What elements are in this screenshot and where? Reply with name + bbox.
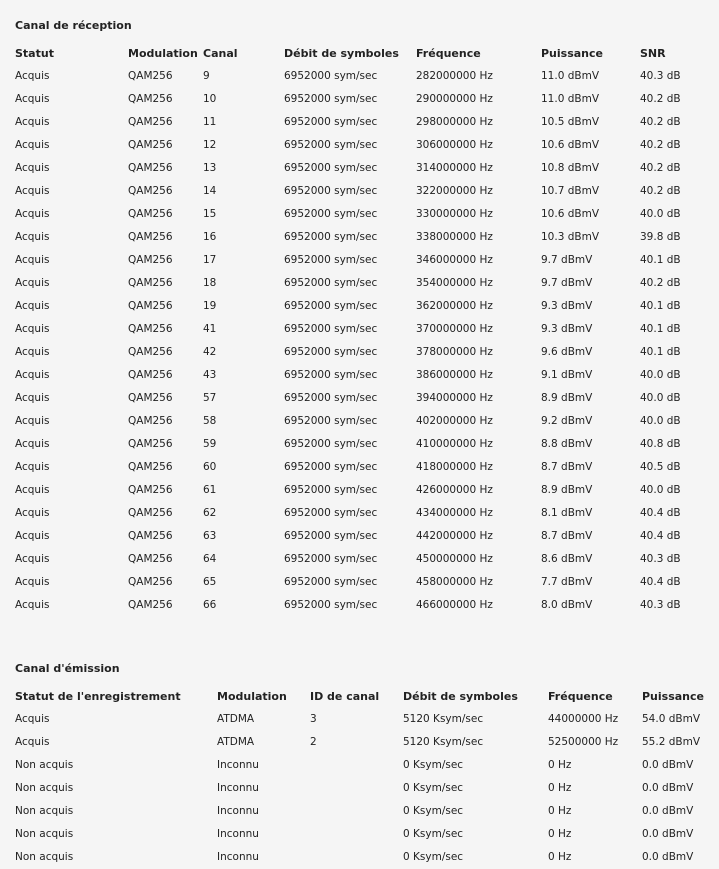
table-cell: 63 [203, 530, 217, 542]
table-cell: 6952000 sym/sec [284, 599, 378, 611]
table-cell: 0 Hz [548, 805, 572, 817]
table-cell: 59 [203, 438, 217, 450]
table-cell: QAM256 [128, 438, 173, 450]
table-cell: 52500000 Hz [548, 736, 619, 748]
table-cell: 8.8 dBmV [541, 438, 593, 450]
table-cell: 378000000 Hz [416, 346, 493, 358]
table-cell [310, 846, 403, 869]
table-cell: QAM256 [128, 323, 173, 335]
table-cell: 346000000 Hz [416, 254, 493, 266]
table-cell: QAM256 [128, 484, 173, 496]
table-cell: 8.7 dBmV [541, 530, 593, 542]
table-cell: Acquis [15, 254, 50, 266]
table-cell: 19 [203, 300, 217, 312]
table-cell: QAM256 [128, 139, 173, 151]
table-cell: 2 [310, 736, 317, 748]
table-cell: 8.9 dBmV [541, 484, 593, 496]
table-cell: 40.3 dB [640, 553, 681, 565]
table-cell: 450000000 Hz [416, 553, 493, 565]
table-cell: 6952000 sym/sec [284, 530, 378, 542]
table-cell: 40.1 dB [640, 346, 681, 358]
table-cell: QAM256 [128, 369, 173, 381]
table-cell: Acquis [15, 484, 50, 496]
table-cell: 0 Ksym/sec [403, 828, 464, 840]
table-cell: 9.7 dBmV [541, 254, 593, 266]
table-cell: QAM256 [128, 277, 173, 289]
table-cell: 6952000 sym/sec [284, 369, 378, 381]
table-cell: Acquis [15, 300, 50, 312]
table-cell: 11 [203, 116, 217, 128]
table-row [0, 571, 719, 594]
col-header: ID de canal [310, 690, 380, 703]
table-cell: 0.0 dBmV [642, 782, 694, 794]
table-row [0, 433, 719, 456]
table-cell: 394000000 Hz [416, 392, 493, 404]
table-cell: QAM256 [128, 507, 173, 519]
col-header: Débit de symboles [284, 47, 399, 60]
table-cell: Acquis [15, 553, 50, 565]
table-cell: 54.0 dBmV [642, 713, 700, 725]
table-cell: QAM256 [128, 208, 173, 220]
table-row [0, 249, 719, 272]
table-cell: 0 Hz [548, 782, 572, 794]
table-cell: 9.1 dBmV [541, 369, 593, 381]
table-cell: Non acquis [15, 851, 74, 863]
downstream-table [0, 42, 719, 617]
col-header: Statut de l'enregistrement [15, 690, 181, 703]
table-cell: 8.9 dBmV [541, 392, 593, 404]
table-cell: 0.0 dBmV [642, 828, 694, 840]
table-cell: 0 Ksym/sec [403, 851, 464, 863]
col-header: Canal [203, 47, 238, 60]
table-cell: 40.3 dB [640, 70, 681, 82]
table-cell: 18 [203, 277, 217, 289]
col-header: Puissance [642, 690, 704, 703]
table-cell: Acquis [15, 185, 50, 197]
table-cell: Acquis [15, 162, 50, 174]
table-row [0, 846, 719, 869]
upstream-title: Canal d'émission [15, 662, 120, 675]
table-cell: Acquis [15, 576, 50, 588]
table-cell: Acquis [15, 323, 50, 335]
table-cell: 354000000 Hz [416, 277, 493, 289]
table-cell: 40.2 dB [640, 162, 681, 174]
table-cell: QAM256 [128, 254, 173, 266]
table-cell: 66 [203, 599, 217, 611]
table-cell: 39.8 dB [640, 231, 681, 243]
table-cell: 40.2 dB [640, 116, 681, 128]
table-cell: 6952000 sym/sec [284, 323, 378, 335]
col-header: Modulation [128, 47, 198, 60]
table-cell: 40.4 dB [640, 507, 681, 519]
table-cell: 3 [310, 713, 317, 725]
table-cell: 8.0 dBmV [541, 599, 593, 611]
table-cell: 5120 Ksym/sec [403, 713, 484, 725]
table-cell: 7.7 dBmV [541, 576, 593, 588]
table-cell: 370000000 Hz [416, 323, 493, 335]
table-cell: 61 [203, 484, 217, 496]
table-cell: 6952000 sym/sec [284, 461, 378, 473]
table-cell: 6952000 sym/sec [284, 208, 378, 220]
table-cell: Acquis [15, 392, 50, 404]
table-cell: Inconnu [217, 828, 259, 840]
table-cell: Inconnu [217, 851, 259, 863]
table-cell: 40.0 dB [640, 369, 681, 381]
table-cell: 6952000 sym/sec [284, 277, 378, 289]
table-cell: 362000000 Hz [416, 300, 493, 312]
table-cell: 6952000 sym/sec [284, 392, 378, 404]
table-row [0, 134, 719, 157]
table-row [0, 226, 719, 249]
table-cell: Inconnu [217, 759, 259, 771]
table-cell: 11.0 dBmV [541, 70, 599, 82]
table-cell: 442000000 Hz [416, 530, 493, 542]
table-cell: 418000000 Hz [416, 461, 493, 473]
col-header: Modulation [217, 690, 287, 703]
table-cell: 15 [203, 208, 217, 220]
table-cell: 6952000 sym/sec [284, 576, 378, 588]
table-cell: Acquis [15, 438, 50, 450]
table-row [0, 341, 719, 364]
table-cell: 8.6 dBmV [541, 553, 593, 565]
col-header: Statut [15, 47, 54, 60]
table-cell: QAM256 [128, 162, 173, 174]
table-row [0, 823, 719, 846]
table-cell: Acquis [15, 231, 50, 243]
table-cell: 0 Ksym/sec [403, 805, 464, 817]
table-cell: 6952000 sym/sec [284, 507, 378, 519]
table-cell: 458000000 Hz [416, 576, 493, 588]
table-cell: 8.1 dBmV [541, 507, 593, 519]
table-cell: Inconnu [217, 782, 259, 794]
table-cell: 9.7 dBmV [541, 277, 593, 289]
table-cell: 40.2 dB [640, 277, 681, 289]
table-cell: 44000000 Hz [548, 713, 619, 725]
table-cell [310, 823, 403, 846]
table-row [0, 502, 719, 525]
table-cell: Acquis [15, 507, 50, 519]
table-cell: 282000000 Hz [416, 70, 493, 82]
table-cell: 6952000 sym/sec [284, 70, 378, 82]
table-row [0, 479, 719, 502]
table-cell: Acquis [15, 70, 50, 82]
table-cell: 40.0 dB [640, 392, 681, 404]
table-cell: 40.5 dB [640, 461, 681, 473]
table-row [0, 157, 719, 180]
table-cell: 0 Hz [548, 828, 572, 840]
table-cell: 9.3 dBmV [541, 300, 593, 312]
table-cell: QAM256 [128, 300, 173, 312]
table-cell: Acquis [15, 139, 50, 151]
table-row [0, 387, 719, 410]
table-cell: Acquis [15, 116, 50, 128]
table-cell: 6952000 sym/sec [284, 415, 378, 427]
table-cell [310, 800, 403, 823]
table-cell: Inconnu [217, 805, 259, 817]
table-cell: 6952000 sym/sec [284, 162, 378, 174]
table-cell: 14 [203, 185, 217, 197]
table-cell: Acquis [15, 713, 50, 725]
table-cell: 40.1 dB [640, 300, 681, 312]
table-cell: 386000000 Hz [416, 369, 493, 381]
table-cell: QAM256 [128, 530, 173, 542]
table-cell: 0.0 dBmV [642, 759, 694, 771]
table-row [0, 777, 719, 800]
table-cell: 40.8 dB [640, 438, 681, 450]
table-cell: Non acquis [15, 759, 74, 771]
table-cell: 40.3 dB [640, 599, 681, 611]
table-cell: 0 Hz [548, 759, 572, 771]
table-cell: 6952000 sym/sec [284, 231, 378, 243]
table-row [0, 731, 719, 754]
table-cell: QAM256 [128, 346, 173, 358]
table-cell: QAM256 [128, 415, 173, 427]
table-cell: 40.2 dB [640, 139, 681, 151]
table-cell: QAM256 [128, 93, 173, 105]
table-cell: Acquis [15, 530, 50, 542]
table-cell: 6952000 sym/sec [284, 116, 378, 128]
table-cell: 40.2 dB [640, 185, 681, 197]
table-cell: 330000000 Hz [416, 208, 493, 220]
table-cell: 434000000 Hz [416, 507, 493, 519]
table-cell: 10 [203, 93, 217, 105]
table-cell: Non acquis [15, 805, 74, 817]
table-cell: 55.2 dBmV [642, 736, 700, 748]
table-cell: 57 [203, 392, 217, 404]
table-cell: QAM256 [128, 553, 173, 565]
table-row [0, 800, 719, 823]
table-cell: 40.0 dB [640, 415, 681, 427]
table-cell: 40.4 dB [640, 530, 681, 542]
table-cell: 6952000 sym/sec [284, 254, 378, 266]
table-row [0, 203, 719, 226]
table-cell: QAM256 [128, 116, 173, 128]
table-cell: 6952000 sym/sec [284, 139, 378, 151]
table-cell: QAM256 [128, 392, 173, 404]
table-cell: ATDMA [217, 713, 255, 725]
table-cell: Non acquis [15, 828, 74, 840]
table-cell: 13 [203, 162, 217, 174]
col-header: SNR [640, 47, 666, 60]
upstream-header-row [0, 685, 719, 708]
table-cell: 9.3 dBmV [541, 323, 593, 335]
table-cell: 290000000 Hz [416, 93, 493, 105]
table-cell: 10.8 dBmV [541, 162, 599, 174]
table-row [0, 88, 719, 111]
col-header: Débit de symboles [403, 690, 518, 703]
table-cell: ATDMA [217, 736, 255, 748]
downstream-rows [0, 65, 719, 617]
table-row [0, 272, 719, 295]
table-cell: 40.1 dB [640, 323, 681, 335]
table-cell: 402000000 Hz [416, 415, 493, 427]
table-cell: 5120 Ksym/sec [403, 736, 484, 748]
table-cell: 40.0 dB [640, 208, 681, 220]
table-cell [310, 754, 403, 777]
table-cell: 11.0 dBmV [541, 93, 599, 105]
table-cell: 0 Ksym/sec [403, 759, 464, 771]
table-row [0, 525, 719, 548]
table-cell: 64 [203, 553, 217, 565]
table-cell: Acquis [15, 415, 50, 427]
table-cell: Acquis [15, 599, 50, 611]
table-cell: 12 [203, 139, 217, 151]
table-cell: 6952000 sym/sec [284, 484, 378, 496]
table-cell: 6952000 sym/sec [284, 438, 378, 450]
table-cell: 6952000 sym/sec [284, 185, 378, 197]
table-row [0, 410, 719, 433]
table-cell: 10.6 dBmV [541, 139, 599, 151]
table-row [0, 548, 719, 571]
table-cell: 9 [203, 70, 210, 82]
table-cell: 40.2 dB [640, 93, 681, 105]
col-header: Fréquence [416, 47, 481, 60]
table-cell: 40.4 dB [640, 576, 681, 588]
table-cell: 8.7 dBmV [541, 461, 593, 473]
table-cell: 0 Ksym/sec [403, 782, 464, 794]
table-cell: 298000000 Hz [416, 116, 493, 128]
table-row [0, 594, 719, 617]
table-cell: 41 [203, 323, 217, 335]
table-cell: 0.0 dBmV [642, 851, 694, 863]
table-row [0, 318, 719, 341]
table-cell: Acquis [15, 461, 50, 473]
table-cell: 10.6 dBmV [541, 208, 599, 220]
col-header: Fréquence [548, 690, 613, 703]
table-row [0, 456, 719, 479]
table-cell: 0 Hz [548, 851, 572, 863]
table-cell: 9.2 dBmV [541, 415, 593, 427]
table-cell: 40.0 dB [640, 484, 681, 496]
upstream-rows [0, 708, 719, 869]
downstream-title: Canal de réception [15, 19, 132, 32]
table-cell: 6952000 sym/sec [284, 300, 378, 312]
table-row [0, 295, 719, 318]
table-cell: 42 [203, 346, 217, 358]
table-cell: 314000000 Hz [416, 162, 493, 174]
table-row [0, 754, 719, 777]
table-cell: 6952000 sym/sec [284, 553, 378, 565]
table-cell: 322000000 Hz [416, 185, 493, 197]
table-cell: 0.0 dBmV [642, 805, 694, 817]
col-header: Puissance [541, 47, 603, 60]
table-cell: QAM256 [128, 461, 173, 473]
table-cell: 60 [203, 461, 217, 473]
upstream-table [0, 685, 719, 869]
table-row [0, 65, 719, 88]
table-cell: Non acquis [15, 782, 74, 794]
table-cell: 338000000 Hz [416, 231, 493, 243]
downstream-header-row [0, 42, 719, 65]
table-cell: Acquis [15, 369, 50, 381]
table-cell: 6952000 sym/sec [284, 346, 378, 358]
table-cell: 6952000 sym/sec [284, 93, 378, 105]
table-cell: Acquis [15, 208, 50, 220]
table-cell: 43 [203, 369, 217, 381]
table-cell: 426000000 Hz [416, 484, 493, 496]
table-cell: 466000000 Hz [416, 599, 493, 611]
table-cell: Acquis [15, 277, 50, 289]
table-cell: QAM256 [128, 70, 173, 82]
table-cell: 16 [203, 231, 217, 243]
table-row [0, 180, 719, 203]
table-cell: QAM256 [128, 576, 173, 588]
table-row [0, 708, 719, 731]
table-cell: 58 [203, 415, 217, 427]
table-cell: Acquis [15, 93, 50, 105]
table-cell: 10.3 dBmV [541, 231, 599, 243]
table-cell: 9.6 dBmV [541, 346, 593, 358]
table-cell: 62 [203, 507, 217, 519]
table-cell: 40.1 dB [640, 254, 681, 266]
table-cell: 65 [203, 576, 217, 588]
table-row [0, 111, 719, 134]
table-cell: Acquis [15, 346, 50, 358]
table-cell: QAM256 [128, 599, 173, 611]
table-row [0, 364, 719, 387]
table-cell: 10.7 dBmV [541, 185, 599, 197]
table-cell: Acquis [15, 736, 50, 748]
table-cell [310, 777, 403, 800]
table-cell: QAM256 [128, 185, 173, 197]
table-cell: 410000000 Hz [416, 438, 493, 450]
table-cell: 17 [203, 254, 217, 266]
table-cell: QAM256 [128, 231, 173, 243]
table-cell: 10.5 dBmV [541, 116, 599, 128]
table-cell: 306000000 Hz [416, 139, 493, 151]
